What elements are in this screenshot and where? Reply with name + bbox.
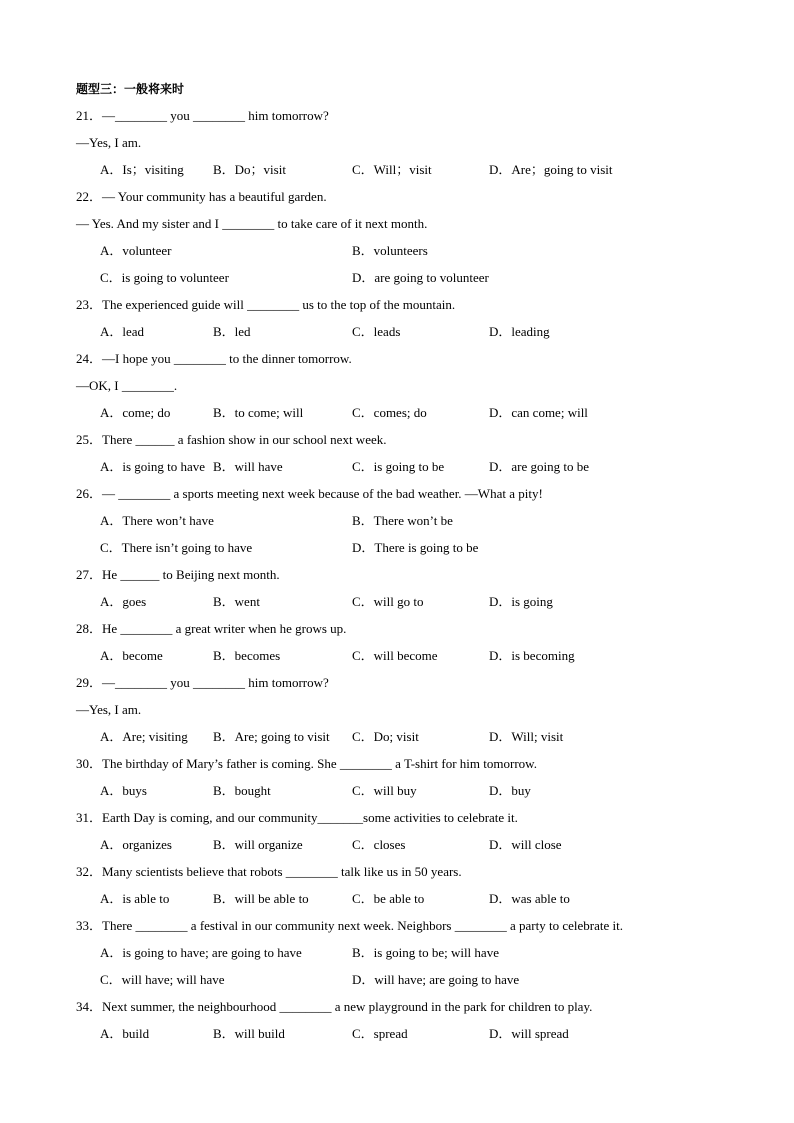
option-c[interactable]: C．leads bbox=[352, 324, 401, 339]
question-8 bbox=[76, 673, 676, 754]
option-a[interactable]: A．organizes bbox=[100, 837, 172, 852]
option-c[interactable]: C．closes bbox=[352, 837, 406, 852]
option-b[interactable]: B．is going to be; will have bbox=[352, 945, 499, 960]
option-c[interactable]: C．There isn’t going to have bbox=[100, 540, 253, 555]
question-stem: 32．Many scientists believe that robots ________ talk like us in 50 years. bbox=[76, 864, 462, 879]
option-d[interactable]: D．is becoming bbox=[489, 648, 575, 663]
question-stem: 26．— ________ a sports meeting next week because of the bad weather. —What a pity! bbox=[76, 486, 543, 501]
option-a[interactable]: A．Are; visiting bbox=[100, 729, 188, 744]
option-c[interactable]: C．will buy bbox=[352, 783, 417, 798]
option-b[interactable]: B．will have bbox=[213, 459, 283, 474]
options-row bbox=[76, 943, 676, 970]
options-row bbox=[76, 511, 676, 538]
options-row bbox=[76, 592, 676, 619]
question-10 bbox=[76, 808, 676, 862]
option-c[interactable]: C．comes; do bbox=[352, 405, 427, 420]
option-d[interactable]: D．will close bbox=[489, 837, 562, 852]
option-a[interactable]: A．Is；visiting bbox=[100, 162, 184, 177]
question-4 bbox=[76, 430, 676, 484]
option-c[interactable]: C．Do; visit bbox=[352, 729, 419, 744]
option-c[interactable]: C．will have; will have bbox=[100, 972, 225, 987]
option-d[interactable]: D．was able to bbox=[489, 891, 570, 906]
question-9 bbox=[76, 754, 676, 808]
options-row bbox=[76, 457, 676, 484]
question-13 bbox=[76, 997, 676, 1051]
question-stem: 27．He ______ to Beijing next month. bbox=[76, 567, 280, 582]
options-row bbox=[76, 403, 676, 430]
options-row bbox=[76, 835, 676, 862]
option-a[interactable]: A．come; do bbox=[100, 405, 171, 420]
option-b[interactable]: B．There won’t be bbox=[352, 513, 453, 528]
options-row bbox=[76, 727, 676, 754]
option-d[interactable]: D．are going to volunteer bbox=[352, 270, 489, 285]
option-a[interactable]: A．buys bbox=[100, 783, 147, 798]
question-12 bbox=[76, 916, 676, 997]
question-dialogue-line: —Yes, I am. bbox=[76, 702, 142, 717]
question-dialogue-line: —Yes, I am. bbox=[76, 135, 142, 150]
question-0 bbox=[76, 106, 676, 187]
option-d[interactable]: D．buy bbox=[489, 783, 531, 798]
options-row bbox=[76, 241, 676, 268]
question-stem: 25．There ______ a fashion show in our school next week. bbox=[76, 432, 387, 447]
options-row bbox=[76, 781, 676, 808]
option-b[interactable]: B．went bbox=[213, 594, 260, 609]
options-row bbox=[76, 970, 676, 997]
option-a[interactable]: A．goes bbox=[100, 594, 147, 609]
option-a[interactable]: A．lead bbox=[100, 324, 145, 339]
option-a[interactable]: A．become bbox=[100, 648, 163, 663]
option-b[interactable]: B．becomes bbox=[213, 648, 281, 663]
option-b[interactable]: B．Are; going to visit bbox=[213, 729, 330, 744]
options-row bbox=[76, 322, 676, 349]
option-c[interactable]: C．Will；visit bbox=[352, 162, 432, 177]
question-dialogue-line: —OK, I ________. bbox=[76, 378, 178, 393]
option-b[interactable]: B．bought bbox=[213, 783, 271, 798]
option-d[interactable]: D．There is going to be bbox=[352, 540, 479, 555]
option-d[interactable]: D．will have; are going to have bbox=[352, 972, 520, 987]
option-d[interactable]: D．will spread bbox=[489, 1026, 569, 1041]
question-11 bbox=[76, 862, 676, 916]
options-row bbox=[76, 1024, 676, 1051]
question-stem: 33．There ________ a festival in our community next week. Neighbors ________ a party to celebrate it. bbox=[76, 918, 623, 933]
option-d[interactable]: D．Will; visit bbox=[489, 729, 564, 744]
option-d[interactable]: D．are going to be bbox=[489, 459, 590, 474]
question-stem: 24．—I hope you ________ to the dinner tomorrow. bbox=[76, 351, 352, 366]
option-b[interactable]: B．volunteers bbox=[352, 243, 428, 258]
option-c[interactable]: C．be able to bbox=[352, 891, 425, 906]
question-stem: 29．—________ you ________ him tomorrow? bbox=[76, 675, 329, 690]
option-b[interactable]: B．Do；visit bbox=[213, 162, 286, 177]
option-a[interactable]: A．There won’t have bbox=[100, 513, 214, 528]
options-row bbox=[76, 268, 676, 295]
option-a[interactable]: A．build bbox=[100, 1026, 150, 1041]
question-stem: 23．The experienced guide will ________ us to the top of the mountain. bbox=[76, 297, 456, 312]
question-stem: 34．Next summer, the neighbourhood ________ a new playground in the park for children to play. bbox=[76, 999, 593, 1014]
option-b[interactable]: B．will build bbox=[213, 1026, 285, 1041]
option-a[interactable]: A．is going to have bbox=[100, 459, 206, 474]
option-a[interactable]: A．volunteer bbox=[100, 243, 172, 258]
question-5 bbox=[76, 484, 676, 565]
options-row bbox=[76, 538, 676, 565]
option-b[interactable]: B．led bbox=[213, 324, 251, 339]
question-7 bbox=[76, 619, 676, 673]
question-3 bbox=[76, 349, 676, 430]
question-stem: 28．He ________ a great writer when he grows up. bbox=[76, 621, 347, 636]
option-a[interactable]: A．is able to bbox=[100, 891, 170, 906]
question-dialogue-line: — Yes. And my sister and I ________ to take care of it next month. bbox=[76, 216, 428, 231]
option-a[interactable]: A．is going to have; are going to have bbox=[100, 945, 302, 960]
option-d[interactable]: D．is going bbox=[489, 594, 553, 609]
option-c[interactable]: C．will become bbox=[352, 648, 438, 663]
question-6 bbox=[76, 565, 676, 619]
section-title: 题型三：一般将来时 bbox=[76, 82, 185, 96]
option-c[interactable]: C．is going to volunteer bbox=[100, 270, 229, 285]
options-row bbox=[76, 646, 676, 673]
options-row bbox=[76, 889, 676, 916]
question-list bbox=[76, 79, 676, 1051]
question-stem: 21．—________ you ________ him tomorrow? bbox=[76, 108, 329, 123]
option-d[interactable]: D．can come; will bbox=[489, 405, 588, 420]
option-d[interactable]: D．Are；going to visit bbox=[489, 162, 613, 177]
option-b[interactable]: B．will organize bbox=[213, 837, 303, 852]
question-stem: 31．Earth Day is coming, and our community_______some activities to celebrate it. bbox=[76, 810, 518, 825]
question-1 bbox=[76, 187, 676, 295]
option-d[interactable]: D．leading bbox=[489, 324, 550, 339]
option-b[interactable]: B．to come; will bbox=[213, 405, 304, 420]
question-stem: 30．The birthday of Mary’s father is coming. She ________ a T-shirt for him tomorrow. bbox=[76, 756, 537, 771]
option-b[interactable]: B．will be able to bbox=[213, 891, 309, 906]
option-c[interactable]: C．will go to bbox=[352, 594, 424, 609]
option-c[interactable]: C．spread bbox=[352, 1026, 408, 1041]
options-row bbox=[76, 160, 676, 187]
question-2 bbox=[76, 295, 676, 349]
option-c[interactable]: C．is going to be bbox=[352, 459, 445, 474]
question-stem: 22．— Your community has a beautiful garden. bbox=[76, 189, 327, 204]
